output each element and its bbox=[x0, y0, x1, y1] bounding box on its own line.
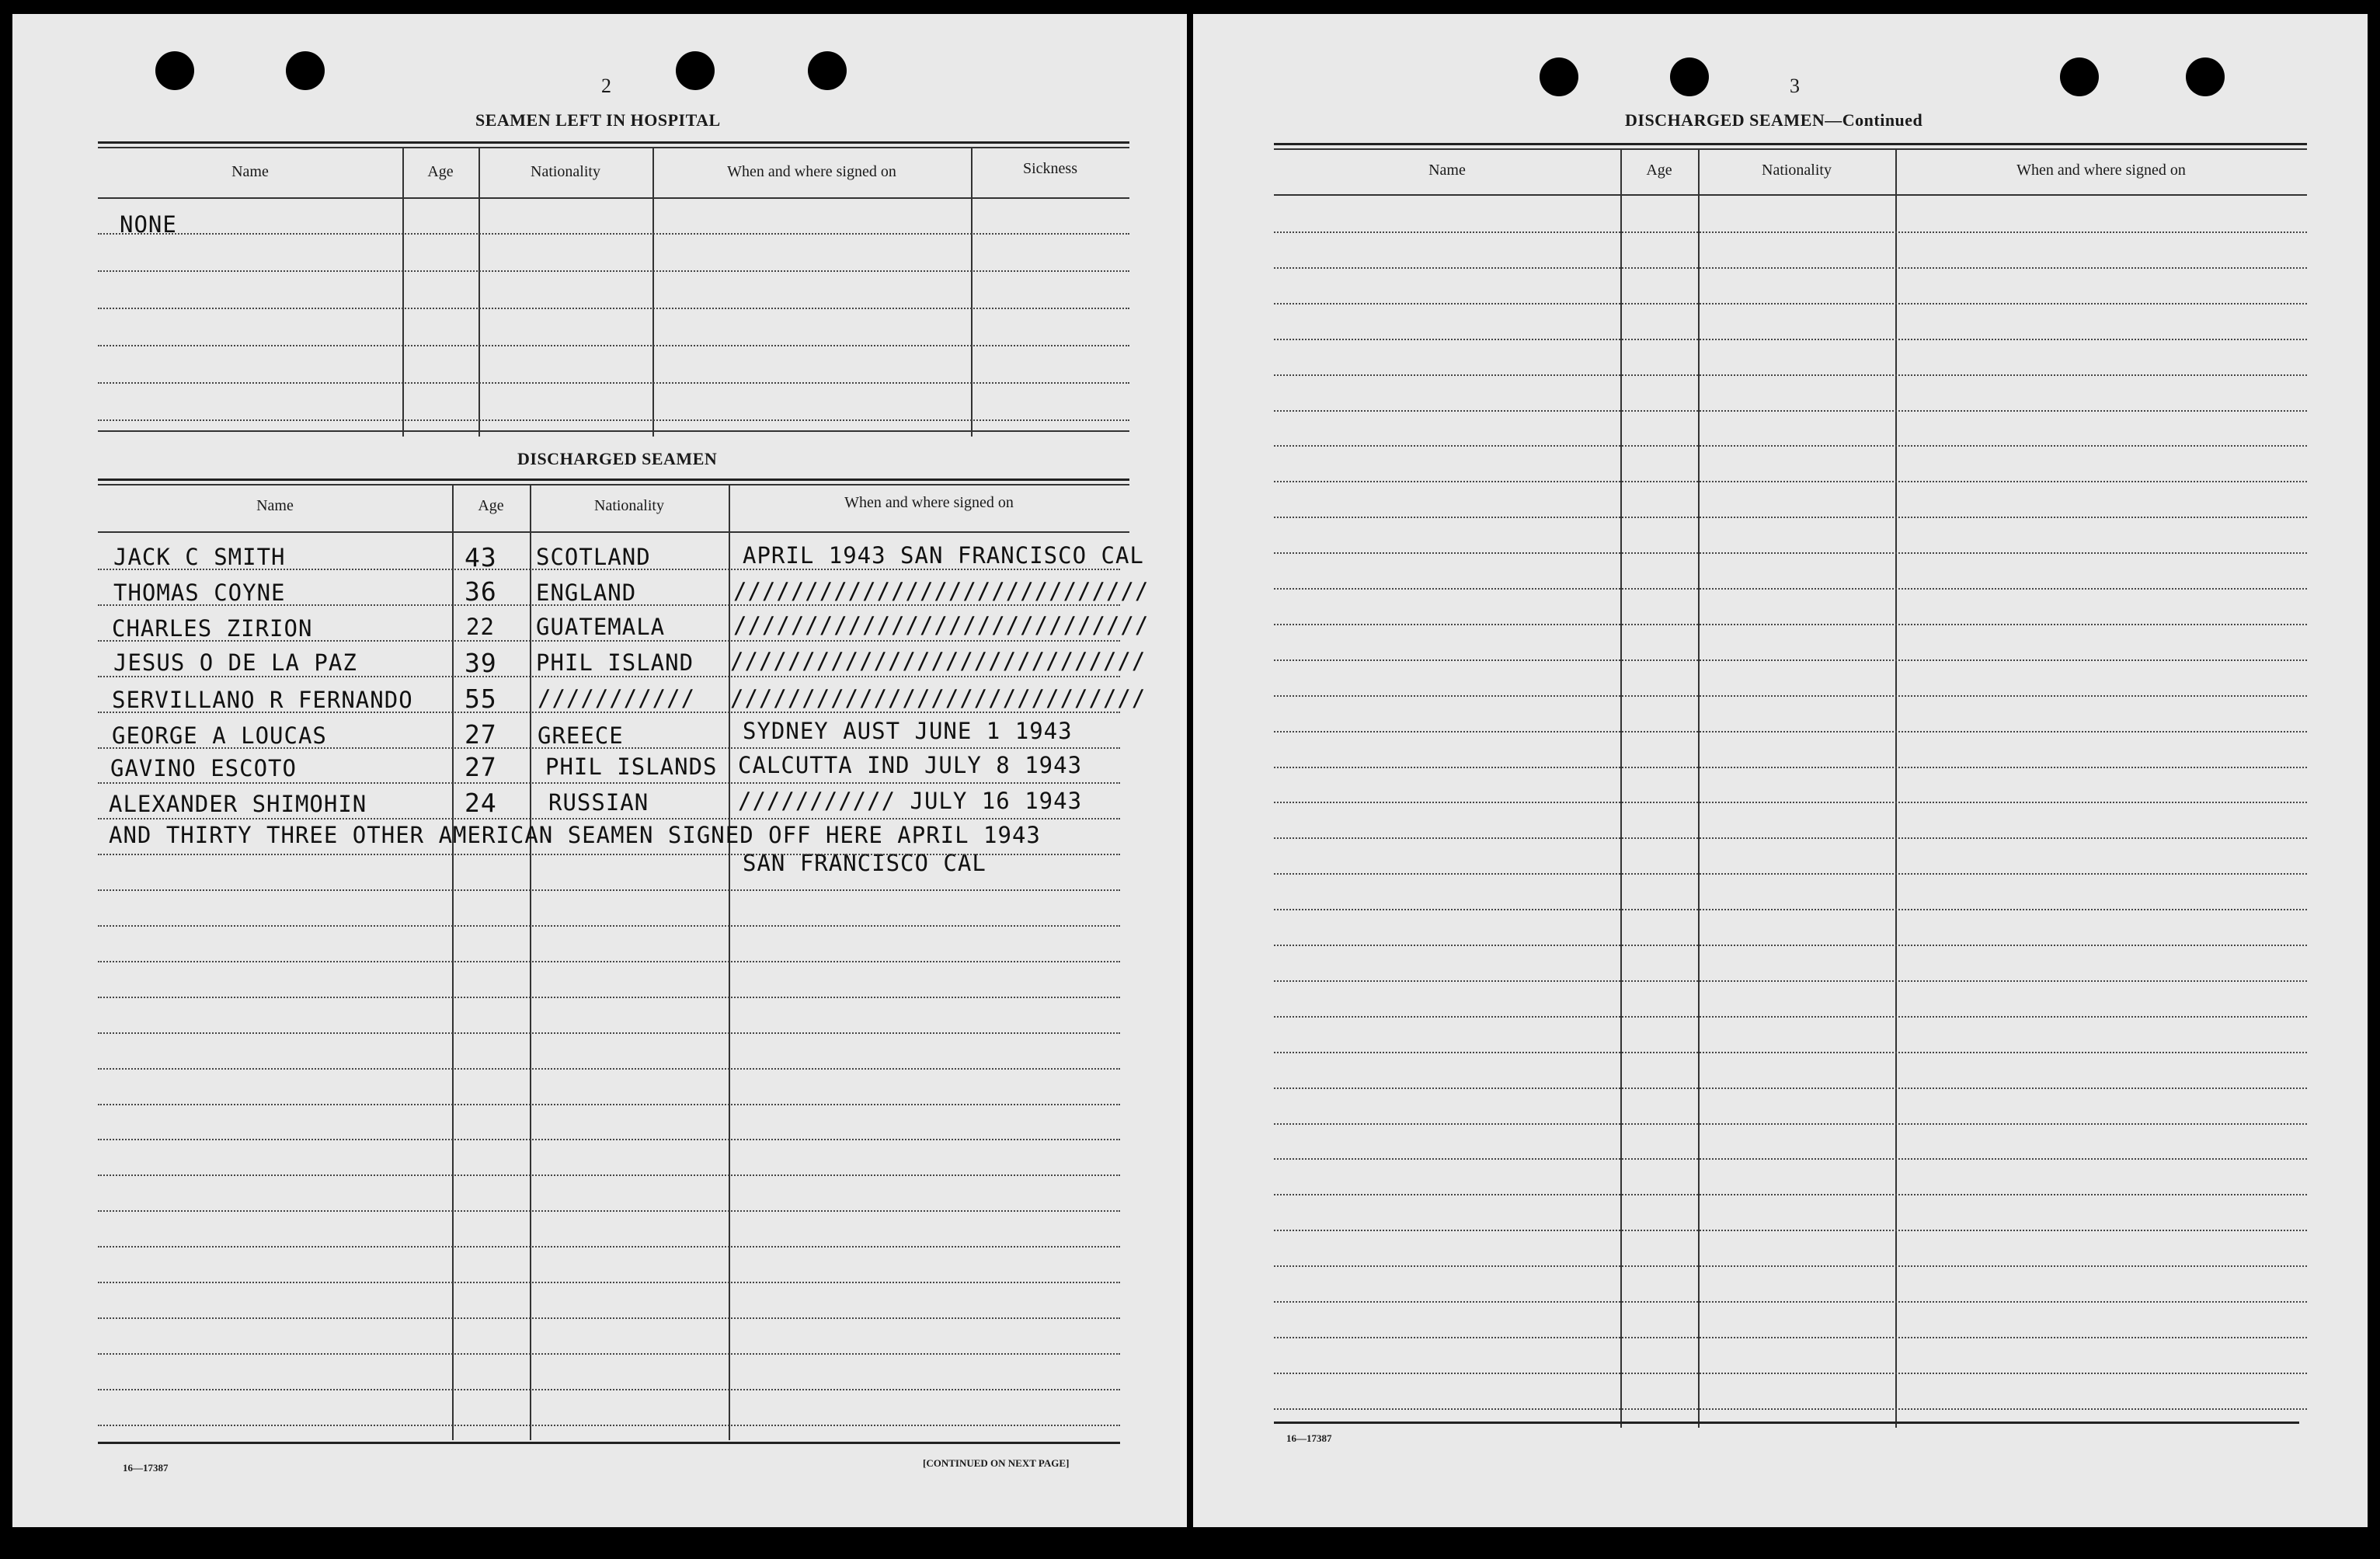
dotted-rule bbox=[98, 270, 1129, 272]
column-divider bbox=[971, 148, 973, 437]
dotted-rule bbox=[1274, 1016, 2307, 1018]
dotted-rule bbox=[1274, 1052, 2307, 1053]
dotted-rule bbox=[1274, 517, 2307, 518]
header-name: Name bbox=[1428, 162, 1466, 179]
seaman-signed-on: ///////////////////////////// bbox=[730, 685, 1147, 712]
seaman-signed-on: CALCUTTA IND JULY 8 1943 bbox=[738, 752, 1083, 778]
dotted-rule bbox=[98, 233, 1129, 235]
seaman-signed-on: SYDNEY AUST JUNE 1 1943 bbox=[743, 718, 1073, 744]
dotted-rule bbox=[98, 1174, 1120, 1176]
seaman-signed-on: APRIL 1943 SAN FRANCISCO CAL bbox=[743, 542, 1144, 569]
dotted-rule bbox=[98, 345, 1129, 346]
dotted-rule bbox=[1274, 945, 2307, 946]
seaman-age: 55 bbox=[465, 684, 497, 714]
seaman-nationality: SCOTLAND bbox=[536, 544, 651, 570]
seaman-age: 43 bbox=[465, 542, 497, 572]
dotted-rule bbox=[98, 419, 1129, 421]
dotted-rule bbox=[1274, 410, 2307, 412]
header-sickness: Sickness bbox=[1023, 160, 1077, 177]
header-nationality: Nationality bbox=[531, 163, 600, 180]
seaman-nationality: RUSSIAN bbox=[548, 789, 649, 816]
seaman-signed-on: ///////////////////////////// bbox=[733, 612, 1150, 639]
form-number: 16—17387 bbox=[1286, 1432, 1332, 1444]
dotted-rule bbox=[98, 925, 1120, 927]
column-divider bbox=[452, 485, 454, 1440]
seaman-name: JESUS O DE LA PAZ bbox=[113, 649, 357, 676]
dotted-rule bbox=[1274, 695, 2307, 697]
dotted-rule bbox=[1274, 624, 2307, 625]
dotted-rule bbox=[1274, 1408, 2307, 1410]
header-name: Name bbox=[256, 497, 294, 514]
rule bbox=[98, 141, 1129, 144]
hospital-section-title: SEAMEN LEFT IN HOSPITAL bbox=[475, 110, 721, 130]
seaman-nationality: /////////// bbox=[538, 685, 696, 712]
dotted-rule bbox=[1274, 267, 2307, 269]
rule bbox=[98, 197, 1129, 199]
dotted-rule bbox=[1274, 1158, 2307, 1160]
dotted-rule bbox=[1274, 552, 2307, 554]
dotted-rule bbox=[98, 1068, 1120, 1070]
dotted-rule bbox=[1274, 1337, 2307, 1338]
column-divider bbox=[478, 148, 480, 437]
header-nationality: Nationality bbox=[1762, 162, 1832, 179]
page-number: 2 bbox=[601, 75, 611, 97]
header-age: Age bbox=[427, 163, 454, 180]
dotted-rule bbox=[1274, 231, 2307, 233]
dotted-rule bbox=[98, 1425, 1120, 1426]
dotted-rule bbox=[98, 889, 1120, 891]
dotted-rule bbox=[1274, 588, 2307, 590]
seaman-nationality: PHIL ISLANDS bbox=[545, 753, 718, 780]
seaman-name: GEORGE A LOUCAS bbox=[112, 722, 327, 749]
dotted-rule bbox=[98, 308, 1129, 309]
seaman-signed-on: ///////////////////////////// bbox=[733, 578, 1150, 604]
right-page bbox=[1193, 14, 2368, 1527]
dotted-rule bbox=[1274, 909, 2307, 910]
rule bbox=[1274, 194, 2307, 196]
discharged-note: AND THIRTY THREE OTHER AMERICAN SEAMEN SIGNED OFF HERE APRIL 1943 bbox=[109, 822, 1041, 848]
seaman-age: 27 bbox=[465, 719, 497, 750]
column-divider bbox=[729, 485, 730, 1440]
seaman-age: 27 bbox=[465, 752, 497, 782]
punch-hole bbox=[808, 51, 847, 90]
dotted-rule bbox=[98, 782, 1120, 784]
seaman-age: 24 bbox=[465, 788, 497, 818]
dotted-rule bbox=[98, 1353, 1120, 1355]
seaman-signed-on: /////////// JULY 16 1943 bbox=[738, 788, 1083, 814]
dotted-rule bbox=[1274, 1123, 2307, 1125]
column-divider bbox=[1620, 149, 1622, 1428]
dotted-rule bbox=[1274, 837, 2307, 839]
rule bbox=[98, 484, 1129, 485]
continued-note: [CONTINUED ON NEXT PAGE] bbox=[923, 1457, 1070, 1469]
discharged-note-location: SAN FRANCISCO CAL bbox=[743, 850, 986, 876]
header-age: Age bbox=[1646, 162, 1672, 179]
header-signed-on: When and where signed on bbox=[2016, 162, 2186, 179]
header-signed-on: When and where signed on bbox=[844, 494, 1014, 511]
seaman-age: 22 bbox=[466, 614, 495, 640]
page-number: 3 bbox=[1790, 75, 1800, 97]
dotted-rule bbox=[98, 1282, 1120, 1283]
dotted-rule bbox=[98, 1317, 1120, 1319]
dotted-rule bbox=[98, 676, 1120, 677]
dotted-rule bbox=[1274, 445, 2307, 447]
dotted-rule bbox=[98, 382, 1129, 384]
dotted-rule bbox=[1274, 481, 2307, 482]
column-divider bbox=[1895, 149, 1897, 1428]
seaman-nationality: GUATEMALA bbox=[536, 614, 666, 640]
column-divider bbox=[530, 485, 531, 1440]
rule bbox=[98, 1442, 1120, 1444]
dotted-rule bbox=[98, 569, 1120, 570]
dotted-rule bbox=[1274, 873, 2307, 875]
rule bbox=[98, 147, 1129, 148]
seaman-name: GAVINO ESCOTO bbox=[110, 755, 297, 781]
dotted-rule bbox=[98, 1246, 1120, 1248]
dotted-rule bbox=[98, 640, 1120, 642]
punch-hole bbox=[676, 51, 715, 90]
dotted-rule bbox=[1274, 767, 2307, 768]
dotted-rule bbox=[1274, 1265, 2307, 1267]
form-number: 16—17387 bbox=[123, 1462, 169, 1474]
hospital-entry: NONE bbox=[120, 211, 177, 238]
punch-hole bbox=[2186, 57, 2225, 96]
dotted-rule bbox=[98, 1389, 1120, 1390]
rule bbox=[1274, 143, 2307, 145]
dotted-rule bbox=[1274, 802, 2307, 803]
seaman-nationality: ENGLAND bbox=[536, 579, 637, 606]
dotted-rule bbox=[1274, 1230, 2307, 1231]
continued-section-title: DISCHARGED SEAMEN—Continued bbox=[1625, 110, 1923, 130]
dotted-rule bbox=[1274, 374, 2307, 376]
dotted-rule bbox=[98, 818, 1120, 820]
dotted-rule bbox=[98, 854, 1120, 855]
dotted-rule bbox=[98, 961, 1120, 962]
header-name: Name bbox=[231, 163, 269, 180]
punch-hole bbox=[286, 51, 325, 90]
punch-hole bbox=[1670, 57, 1709, 96]
rule bbox=[98, 430, 1129, 432]
punch-hole bbox=[155, 51, 194, 90]
header-age: Age bbox=[478, 497, 504, 514]
dotted-rule bbox=[1274, 1301, 2307, 1303]
dotted-rule bbox=[98, 747, 1120, 749]
dotted-rule bbox=[1274, 339, 2307, 340]
header-signed-on: When and where signed on bbox=[727, 163, 896, 180]
dotted-rule bbox=[98, 1139, 1120, 1140]
dotted-rule bbox=[98, 997, 1120, 998]
dotted-rule bbox=[98, 1032, 1120, 1034]
punch-hole bbox=[2060, 57, 2099, 96]
seaman-signed-on: ///////////////////////////// bbox=[730, 648, 1147, 674]
seaman-name: THOMAS COYNE bbox=[113, 579, 286, 606]
seaman-age: 36 bbox=[465, 576, 497, 607]
rule bbox=[1274, 148, 2307, 150]
dotted-rule bbox=[98, 1104, 1120, 1105]
dotted-rule bbox=[1274, 731, 2307, 733]
seaman-nationality: PHIL ISLAND bbox=[536, 649, 694, 676]
dotted-rule bbox=[98, 1210, 1120, 1212]
punch-hole bbox=[1540, 57, 1578, 96]
rule bbox=[98, 478, 1129, 481]
dotted-rule bbox=[1274, 303, 2307, 304]
seaman-name: JACK C SMITH bbox=[113, 544, 286, 570]
rule bbox=[98, 531, 1129, 533]
seaman-name: ALEXANDER SHIMOHIN bbox=[109, 791, 367, 817]
discharged-section-title: DISCHARGED SEAMEN bbox=[517, 449, 718, 468]
dotted-rule bbox=[1274, 1194, 2307, 1195]
seaman-age: 39 bbox=[465, 648, 497, 678]
seaman-name: CHARLES ZIRION bbox=[112, 615, 313, 642]
dotted-rule bbox=[98, 712, 1120, 713]
seaman-nationality: GREECE bbox=[538, 722, 624, 749]
rule bbox=[1274, 1422, 2299, 1424]
left-page bbox=[12, 14, 1187, 1527]
dotted-rule bbox=[1274, 1373, 2307, 1374]
dotted-rule bbox=[1274, 1087, 2307, 1089]
dotted-rule bbox=[1274, 659, 2307, 661]
column-divider bbox=[402, 148, 404, 437]
dotted-rule bbox=[98, 604, 1120, 606]
dotted-rule bbox=[1274, 980, 2307, 982]
header-nationality: Nationality bbox=[594, 497, 664, 514]
column-divider bbox=[1698, 149, 1700, 1428]
seaman-name: SERVILLANO R FERNANDO bbox=[112, 687, 413, 713]
column-divider bbox=[652, 148, 654, 437]
